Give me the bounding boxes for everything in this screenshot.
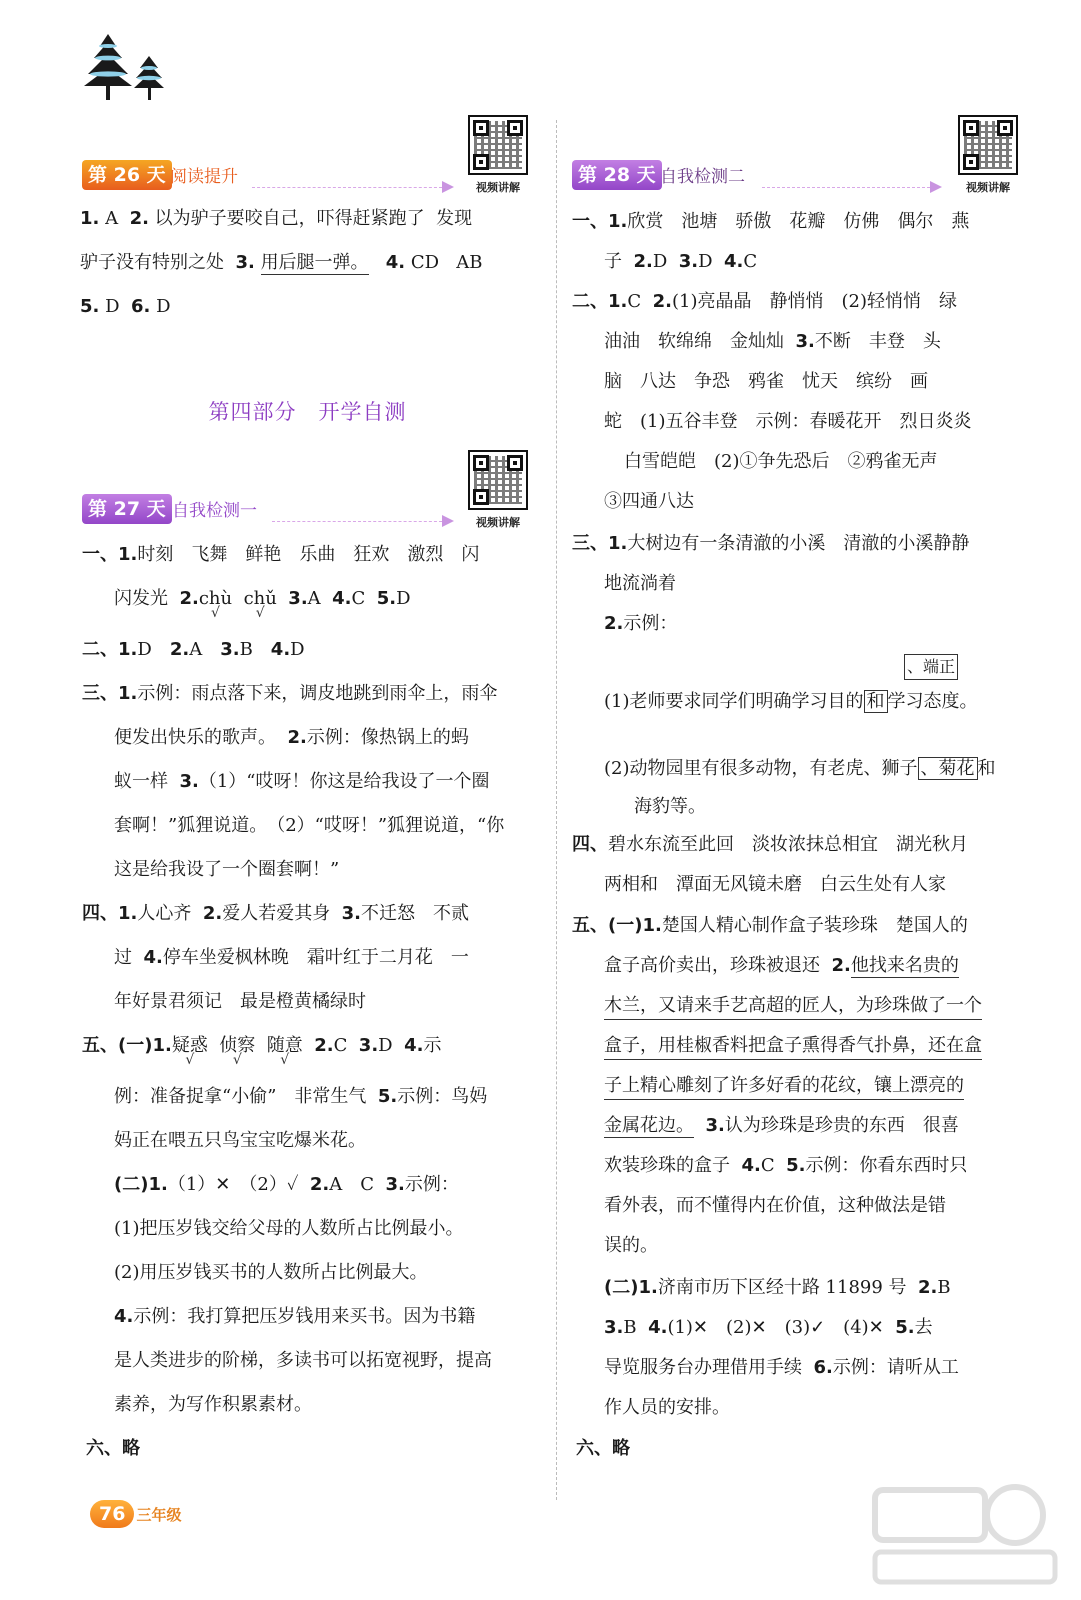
answer-line: 木兰，又请来手艺高超的匠人，为珍珠做了一个 — [604, 994, 982, 1020]
answer-line: 2.示例： — [604, 613, 678, 634]
answer-line: 一、1.欣赏 池塘 骄傲 花瓣 仿佛 偶尔 燕 — [572, 211, 970, 232]
qr-code-icon[interactable] — [958, 115, 1018, 175]
day-28-title: 自我检测二 — [660, 167, 745, 187]
qr-label: 视频讲解 — [476, 181, 520, 194]
answer-line: 素养，为写作积累素材。 — [114, 1394, 312, 1415]
qr-code-icon[interactable] — [468, 115, 528, 175]
answer-line: 看外表，而不懂得内在价值，这种做法是错 — [604, 1195, 946, 1216]
answer-line: 四、碧水东流至此回 淡妆浓抹总相宜 湖光秋月 — [572, 834, 968, 855]
answer-line: 两相和 潭面无风镜未磨 白云生处有人家 — [604, 874, 946, 895]
answer-line: 三、1.示例：雨点落下来，调皮地跳到雨伞上，雨伞 — [82, 683, 498, 704]
answer-line: 油油 软绵绵 金灿灿 3.不断 丰登 头 — [604, 331, 941, 352]
answer-line: 海豹等。 — [634, 796, 706, 817]
grade-label: 三年级 — [136, 1506, 182, 1524]
section-title: 第四部分 开学自测 — [208, 400, 407, 424]
day-26-header — [82, 160, 462, 190]
answer-line: 四、1.人心齐 2.爱人若爱其身 3.不迁怒 不贰 — [82, 903, 470, 924]
answer-line: 六、略 — [86, 1438, 140, 1459]
answer-line: 驴子没有特别之处 3. 用后腿一弹。 4. CD AB — [80, 252, 483, 273]
answer-line: 子 2.D 3.D 4.C — [604, 251, 758, 272]
day-27-title: 自我检测一 — [172, 501, 257, 521]
answer-line: (1)老师要求同学们明确学习目的 和 学习态度。 — [604, 691, 978, 712]
qr-label: 视频讲解 — [966, 181, 1010, 194]
answer-line: (二)1.（1）✕ （2）✓ 2.A C 3.示例： — [114, 1174, 459, 1195]
day-26-badge: 第 26 天 — [82, 160, 172, 190]
answer-line: 欢装珍珠的盒子 4.C 5.示例：你看东西时只 — [604, 1155, 968, 1176]
answer-line: 套啊！”狐狸说道。 （2）“哎呀！”狐狸说道，“你 — [114, 815, 505, 836]
answer-line: 导览服务台办理借用手续 6.示例：请听从工 — [604, 1357, 959, 1378]
correction-mark: 、端正 — [904, 654, 958, 680]
answer-line: (二)1.济南市历下区经十路 11899 号 2.B — [604, 1277, 951, 1298]
answer-line: 一、1.时刻 飞舞 鲜艳 乐曲 狂欢 激烈 闪 — [82, 544, 480, 565]
arrow-icon — [442, 515, 454, 527]
answer-line: 地流淌着 — [604, 573, 676, 594]
answer-line: 三、1.大树边有一条清澈的小溪 清澈的小溪静静 — [572, 533, 970, 554]
answer-line: 闪发光 2.chù √ chǔ √ 3.A 4.C 5.D — [114, 587, 411, 611]
answer-line: 二、1.D 2.A 3.B 4.D — [82, 639, 305, 660]
page-number: 76 — [90, 1500, 134, 1528]
answer-line: 蚁一样 3.（1）“哎呀！你这是给我设了一个圈 — [114, 771, 490, 792]
page-number-badge — [90, 1500, 181, 1528]
day-27-header — [82, 494, 462, 524]
answer-line: (1)把压岁钱交给父母的人数所占比例最小。 — [114, 1218, 464, 1239]
answer-line: ③四通八达 — [604, 491, 694, 512]
answer-line: 五、(一)1.楚国人精心制作盒子装珍珠 楚国人的 — [572, 915, 968, 936]
answer-line: 蛇 (1)五谷丰登 示例：春暖花开 烈日炎炎 — [604, 411, 972, 432]
answer-line: 5. D 6. D — [80, 296, 171, 317]
column-divider — [556, 120, 557, 1500]
watermark-logo-icon — [865, 1470, 1065, 1590]
answer-line: 1. A 2. 以为驴子要咬自己，吓得赶紧跑了 发现 — [80, 208, 473, 229]
answer-line: 六、略 — [576, 1438, 630, 1459]
answer-line: 盒子高价卖出，珍珠被退还 2.他找来名贵的 — [604, 955, 959, 976]
arrow-icon — [930, 181, 942, 193]
day-26-title: 阅读提升 — [170, 167, 238, 187]
answer-line: 误的。 — [604, 1235, 658, 1256]
answer-line: 子上精心雕刻了许多好看的花纹，镶上漂亮的 — [604, 1074, 964, 1100]
answer-line: 是人类进步的阶梯，多读书可以拓宽视野，提高 — [114, 1350, 492, 1371]
answer-line: 作人员的安排。 — [604, 1397, 730, 1418]
answer-line: 二、1.C 2.(1)亮晶晶 静悄悄 (2)轻悄悄 绿 — [572, 291, 957, 312]
answer-line: 金属花边。 3.认为珍珠是珍贵的东西 很喜 — [604, 1115, 959, 1136]
snowy-tree-icon — [80, 28, 170, 104]
answer-line: 盒子，用桂椒香料把盒子熏得香气扑鼻，还在盒 — [604, 1034, 982, 1060]
answer-line: 脑 八达 争恐 鸦雀 忧天 缤纷 画 — [604, 371, 928, 392]
answer-line: 4.示例：我打算把压岁钱用来买书。因为书籍 — [114, 1306, 476, 1327]
answer-line: 3.B 4.(1)✕ (2)✕ (3)✓ (4)✕ 5.去 — [604, 1317, 933, 1338]
answer-line: 妈正在喂五只鸟宝宝吃爆米花。 — [114, 1130, 366, 1151]
answer-line: 便发出快乐的歌声。 2.示例：像热锅上的蚂 — [114, 727, 469, 748]
answer-line: 过 4.停车坐爱枫林晚 霜叶红于二月花 一 — [114, 947, 469, 968]
answer-line: (2)动物园里有很多动物，有老虎、狮子 、菊花 和 — [604, 758, 996, 779]
answer-line: 例：准备捉拿“小偷” 非常生气 5.示例：鸟妈 — [114, 1086, 488, 1107]
arrow-icon — [442, 181, 454, 193]
day-28-header — [572, 160, 952, 190]
answer-line: 五、(一)1.疑惑 √ 侦察 √ 随意 √ 2.C 3.D 4.示 — [82, 1034, 441, 1058]
day-27-badge: 第 27 天 — [82, 494, 172, 524]
qr-label: 视频讲解 — [476, 516, 520, 529]
answer-line: 年好景君须记 最是橙黄橘绿时 — [114, 991, 366, 1012]
day-28-badge: 第 28 天 — [572, 160, 662, 190]
qr-code-icon[interactable] — [468, 450, 528, 510]
answer-line: 这是给我设了一个圈套啊！” — [114, 859, 340, 880]
answer-line: (2)用压岁钱买书的人数所占比例最大。 — [114, 1262, 428, 1283]
answer-line: 白雪皑皑 (2)①争先恐后 ②鸦雀无声 — [624, 451, 938, 472]
